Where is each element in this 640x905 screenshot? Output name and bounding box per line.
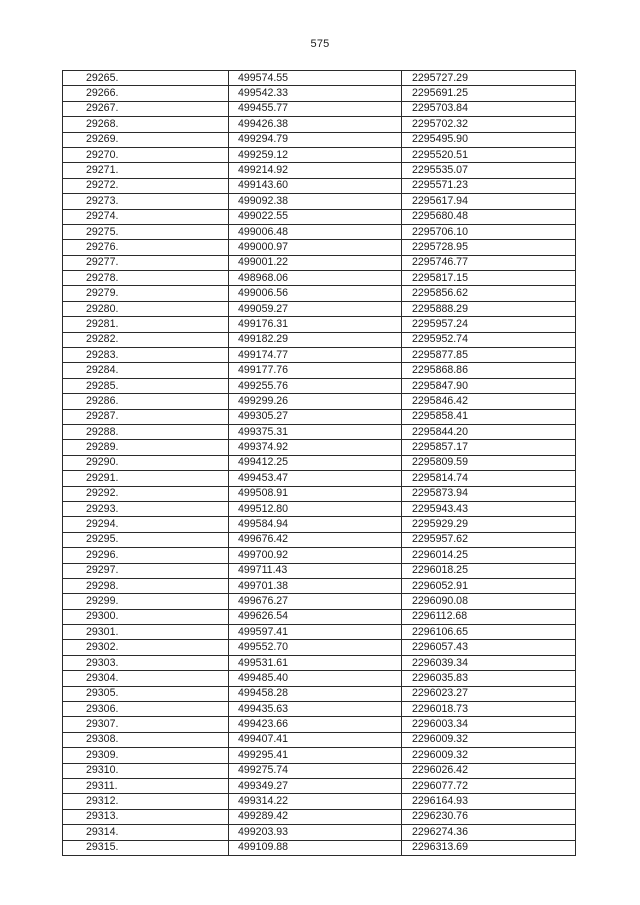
table-row [63,317,576,332]
y-coordinate-cell: 2295844.20 [402,424,576,439]
x-coordinate-cell: 499676.27 [229,594,402,609]
y-coordinate-cell: 2296052.91 [402,578,576,593]
table-row [63,363,576,378]
table-row [63,209,576,224]
x-coordinate-cell: 499435.63 [229,702,402,717]
table-row [63,671,576,686]
coordinates-table-body [63,71,576,856]
coordinates-table [62,70,576,856]
table-row [63,194,576,209]
table-row [63,532,576,547]
x-coordinate-cell: 499426.38 [229,117,402,132]
y-coordinate-cell: 2296057.43 [402,640,576,655]
x-coordinate-cell: 499001.22 [229,255,402,270]
table-row [63,548,576,563]
table-row [63,471,576,486]
y-coordinate-cell: 2296035.83 [402,671,576,686]
x-coordinate-cell: 499295.41 [229,748,402,763]
table-row [63,578,576,593]
x-coordinate-cell: 499294.79 [229,132,402,147]
x-coordinate-cell: 499092.38 [229,194,402,209]
x-coordinate-cell: 499453.47 [229,471,402,486]
point-number-cell: 29265. [63,71,229,86]
x-coordinate-cell: 499006.56 [229,286,402,301]
point-number-cell: 29297. [63,563,229,578]
table-row [63,625,576,640]
point-number-cell: 29272. [63,178,229,193]
y-coordinate-cell: 2295727.29 [402,71,576,86]
x-coordinate-cell: 499455.77 [229,101,402,116]
table-row [63,794,576,809]
table-row [63,286,576,301]
point-number-cell: 29266. [63,86,229,101]
y-coordinate-cell: 2295888.29 [402,301,576,316]
x-coordinate-cell: 499255.76 [229,378,402,393]
table-row [63,609,576,624]
point-number-cell: 29301. [63,625,229,640]
table-row [63,178,576,193]
x-coordinate-cell: 499700.92 [229,548,402,563]
x-coordinate-cell: 499299.26 [229,394,402,409]
y-coordinate-cell: 2296009.32 [402,748,576,763]
x-coordinate-cell: 499407.41 [229,732,402,747]
y-coordinate-cell: 2295703.84 [402,101,576,116]
point-number-cell: 29283. [63,348,229,363]
y-coordinate-cell: 2296274.36 [402,825,576,840]
y-coordinate-cell: 2296014.25 [402,548,576,563]
x-coordinate-cell: 499177.76 [229,363,402,378]
page-number: 575 [310,38,330,50]
x-coordinate-cell: 499174.77 [229,348,402,363]
x-coordinate-cell: 499182.29 [229,332,402,347]
x-coordinate-cell: 499711.43 [229,563,402,578]
table-row [63,271,576,286]
point-number-cell: 29312. [63,794,229,809]
point-number-cell: 29285. [63,378,229,393]
x-coordinate-cell: 499109.88 [229,840,402,855]
y-coordinate-cell: 2295857.17 [402,440,576,455]
point-number-cell: 29304. [63,671,229,686]
table-row [63,117,576,132]
x-coordinate-cell: 499597.41 [229,625,402,640]
table-row [63,348,576,363]
x-coordinate-cell: 499626.54 [229,609,402,624]
y-coordinate-cell: 2295847.90 [402,378,576,393]
table-row [63,394,576,409]
table-row [63,455,576,470]
table-row [63,147,576,162]
point-number-cell: 29293. [63,501,229,516]
point-number-cell: 29306. [63,702,229,717]
y-coordinate-cell: 2295929.29 [402,517,576,532]
point-number-cell: 29268. [63,117,229,132]
point-number-cell: 29275. [63,224,229,239]
y-coordinate-cell: 2296112.68 [402,609,576,624]
table-row [63,655,576,670]
point-number-cell: 29289. [63,440,229,455]
y-coordinate-cell: 2295520.51 [402,147,576,162]
x-coordinate-cell: 499412.25 [229,455,402,470]
point-number-cell: 29303. [63,655,229,670]
table-row [63,809,576,824]
y-coordinate-cell: 2295943.43 [402,501,576,516]
table-row [63,686,576,701]
point-number-cell: 29288. [63,424,229,439]
point-number-cell: 29280. [63,301,229,316]
table-row [63,563,576,578]
y-coordinate-cell: 2295746.77 [402,255,576,270]
point-number-cell: 29311. [63,778,229,793]
point-number-cell: 29300. [63,609,229,624]
y-coordinate-cell: 2295873.94 [402,486,576,501]
table-row [63,86,576,101]
point-number-cell: 29302. [63,640,229,655]
x-coordinate-cell: 499203.93 [229,825,402,840]
table-row [63,640,576,655]
point-number-cell: 29269. [63,132,229,147]
table-row [63,132,576,147]
table-row [63,101,576,116]
x-coordinate-cell: 499423.66 [229,717,402,732]
point-number-cell: 29287. [63,409,229,424]
point-number-cell: 29284. [63,363,229,378]
y-coordinate-cell: 2295706.10 [402,224,576,239]
x-coordinate-cell: 499676.42 [229,532,402,547]
x-coordinate-cell: 499214.92 [229,163,402,178]
point-number-cell: 29294. [63,517,229,532]
x-coordinate-cell: 498968.06 [229,271,402,286]
x-coordinate-cell: 499176.31 [229,317,402,332]
point-number-cell: 29290. [63,455,229,470]
y-coordinate-cell: 2295952.74 [402,332,576,347]
x-coordinate-cell: 499143.60 [229,178,402,193]
point-number-cell: 29267. [63,101,229,116]
y-coordinate-cell: 2295817.15 [402,271,576,286]
point-number-cell: 29278. [63,271,229,286]
x-coordinate-cell: 499584.94 [229,517,402,532]
x-coordinate-cell: 499542.33 [229,86,402,101]
y-coordinate-cell: 2295868.86 [402,363,576,378]
x-coordinate-cell: 499458.28 [229,686,402,701]
y-coordinate-cell: 2295702.32 [402,117,576,132]
y-coordinate-cell: 2295571.23 [402,178,576,193]
point-number-cell: 29274. [63,209,229,224]
y-coordinate-cell: 2295957.62 [402,532,576,547]
point-number-cell: 29314. [63,825,229,840]
x-coordinate-cell: 499059.27 [229,301,402,316]
table-row [63,825,576,840]
x-coordinate-cell: 499000.97 [229,240,402,255]
x-coordinate-cell: 499574.55 [229,71,402,86]
x-coordinate-cell: 499349.27 [229,778,402,793]
point-number-cell: 29296. [63,548,229,563]
x-coordinate-cell: 499259.12 [229,147,402,162]
y-coordinate-cell: 2296164.93 [402,794,576,809]
x-coordinate-cell: 499006.48 [229,224,402,239]
point-number-cell: 29315. [63,840,229,855]
point-number-cell: 29277. [63,255,229,270]
y-coordinate-cell: 2295495.90 [402,132,576,147]
table-row [63,501,576,516]
y-coordinate-cell: 2296077.72 [402,778,576,793]
y-coordinate-cell: 2296023.27 [402,686,576,701]
y-coordinate-cell: 2296039.34 [402,655,576,670]
y-coordinate-cell: 2296230.76 [402,809,576,824]
point-number-cell: 29298. [63,578,229,593]
x-coordinate-cell: 499552.70 [229,640,402,655]
x-coordinate-cell: 499375.31 [229,424,402,439]
y-coordinate-cell: 2295809.59 [402,455,576,470]
table-row [63,763,576,778]
point-number-cell: 29286. [63,394,229,409]
y-coordinate-cell: 2295680.48 [402,209,576,224]
table-row [63,332,576,347]
table-row [63,378,576,393]
table-row [63,71,576,86]
table-row [63,255,576,270]
y-coordinate-cell: 2296313.69 [402,840,576,855]
point-number-cell: 29310. [63,763,229,778]
y-coordinate-cell: 2295858.41 [402,409,576,424]
table-row [63,702,576,717]
x-coordinate-cell: 499289.42 [229,809,402,824]
y-coordinate-cell: 2295856.62 [402,286,576,301]
table-row [63,840,576,855]
table-row [63,748,576,763]
y-coordinate-cell: 2296090.08 [402,594,576,609]
point-number-cell: 29309. [63,748,229,763]
table-row [63,594,576,609]
x-coordinate-cell: 499512.80 [229,501,402,516]
y-coordinate-cell: 2295728.95 [402,240,576,255]
y-coordinate-cell: 2296018.73 [402,702,576,717]
x-coordinate-cell: 499314.22 [229,794,402,809]
x-coordinate-cell: 499305.27 [229,409,402,424]
table-row [63,717,576,732]
point-number-cell: 29273. [63,194,229,209]
table-row [63,778,576,793]
table-row [63,301,576,316]
point-number-cell: 29299. [63,594,229,609]
table-row [63,732,576,747]
point-number-cell: 29292. [63,486,229,501]
table-row [63,424,576,439]
table-row [63,163,576,178]
point-number-cell: 29270. [63,147,229,162]
y-coordinate-cell: 2295846.42 [402,394,576,409]
y-coordinate-cell: 2295691.25 [402,86,576,101]
point-number-cell: 29279. [63,286,229,301]
point-number-cell: 29271. [63,163,229,178]
x-coordinate-cell: 499701.38 [229,578,402,593]
point-number-cell: 29308. [63,732,229,747]
y-coordinate-cell: 2295814.74 [402,471,576,486]
y-coordinate-cell: 2296003.34 [402,717,576,732]
table-row [63,517,576,532]
table-row [63,240,576,255]
y-coordinate-cell: 2295877.85 [402,348,576,363]
x-coordinate-cell: 499508.91 [229,486,402,501]
x-coordinate-cell: 499275.74 [229,763,402,778]
point-number-cell: 29276. [63,240,229,255]
point-number-cell: 29313. [63,809,229,824]
point-number-cell: 29307. [63,717,229,732]
table-row [63,224,576,239]
x-coordinate-cell: 499531.61 [229,655,402,670]
x-coordinate-cell: 499485.40 [229,671,402,686]
point-number-cell: 29282. [63,332,229,347]
point-number-cell: 29305. [63,686,229,701]
y-coordinate-cell: 2296026.42 [402,763,576,778]
table-row [63,409,576,424]
y-coordinate-cell: 2295957.24 [402,317,576,332]
table-row [63,486,576,501]
y-coordinate-cell: 2295617.94 [402,194,576,209]
point-number-cell: 29281. [63,317,229,332]
point-number-cell: 29291. [63,471,229,486]
y-coordinate-cell: 2296018.25 [402,563,576,578]
y-coordinate-cell: 2296009.32 [402,732,576,747]
point-number-cell: 29295. [63,532,229,547]
table-row [63,440,576,455]
y-coordinate-cell: 2296106.65 [402,625,576,640]
y-coordinate-cell: 2295535.07 [402,163,576,178]
x-coordinate-cell: 499374.92 [229,440,402,455]
x-coordinate-cell: 499022.55 [229,209,402,224]
